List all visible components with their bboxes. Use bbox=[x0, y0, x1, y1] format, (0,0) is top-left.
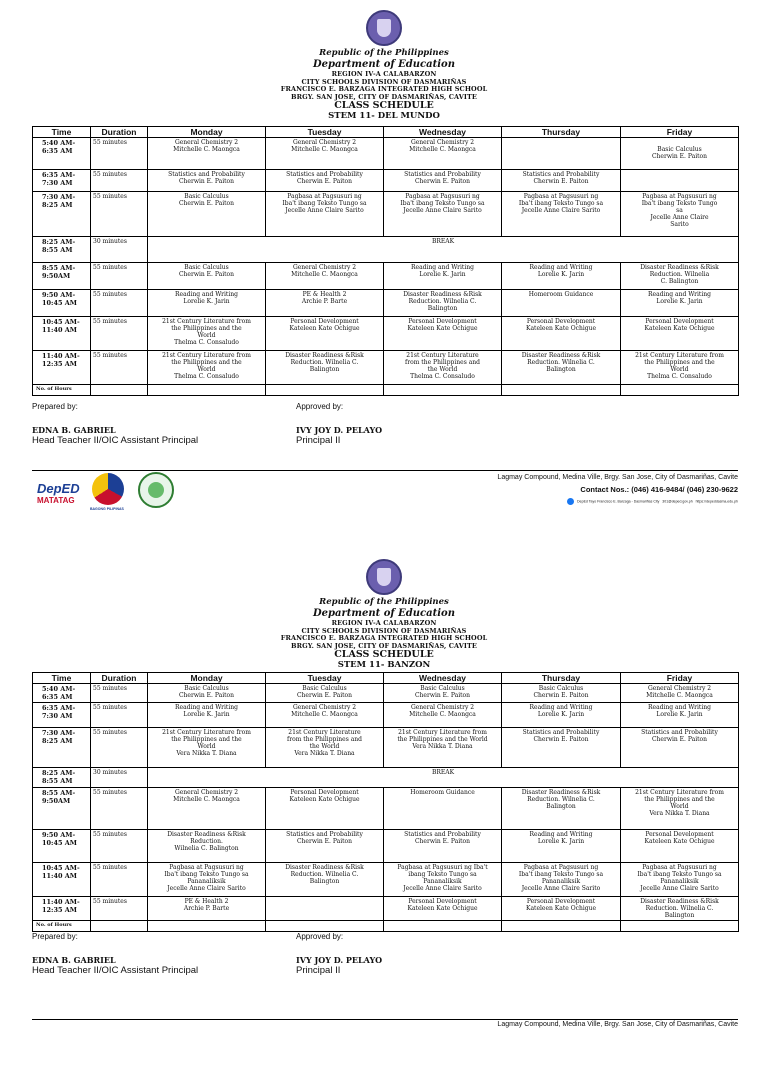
department-text: Department of Education bbox=[313, 608, 455, 619]
duration-cell: 55 minutes bbox=[91, 830, 148, 863]
approved-position: Principal II bbox=[296, 435, 341, 446]
schedule-row bbox=[33, 768, 739, 788]
hours-cell bbox=[621, 921, 739, 932]
subject-cell: General Chemistry 2 Mitchelle C. Maongca bbox=[266, 703, 384, 728]
column-header: Time bbox=[33, 673, 91, 684]
prepared-name: EDNA B. GABRIEL bbox=[32, 425, 116, 435]
time-cell: 6:35 AM- 7:30 AM bbox=[33, 170, 91, 192]
column-header: Time bbox=[33, 127, 91, 138]
duration-cell: 55 minutes bbox=[91, 170, 148, 192]
schedule-row bbox=[33, 703, 739, 728]
hours-cell bbox=[384, 385, 502, 396]
footer-address: Lagmay Compound, Medina Ville, Brgy. San Jose, City of Dasmariñas, Cavite bbox=[497, 474, 738, 481]
prepared-label: Prepared by: bbox=[32, 932, 78, 941]
column-header: Tuesday bbox=[266, 673, 384, 684]
prepared-position: Head Teacher II/OIC Assistant Principal bbox=[32, 965, 199, 976]
subject-cell: Pagbasa at Pagsusuri ng Iba't ibang Teksto Tungo sa Jecelle Anne Claire Sarito bbox=[266, 192, 384, 237]
subject-cell: General Chemistry 2 Mitchelle C. Maongca bbox=[384, 703, 502, 728]
duration-cell: 30 minutes bbox=[91, 237, 148, 263]
time-cell: 9:50 AM- 10:45 AM bbox=[33, 830, 91, 863]
duration-cell: 55 minutes bbox=[91, 290, 148, 317]
prepared-name: EDNA B. GABRIEL bbox=[32, 955, 116, 965]
subject-cell: PE & Health 2 Archie P. Barte bbox=[266, 290, 384, 317]
subject-cell: Basic Calculus Cherwin E. Paiton bbox=[502, 684, 621, 703]
subject-cell: Basic Calculus Cherwin E. Paiton bbox=[148, 263, 266, 290]
column-header: Duration bbox=[91, 673, 148, 684]
subject-cell: Basic Calculus Cherwin E. Paiton bbox=[148, 684, 266, 703]
footer-social-line bbox=[567, 498, 738, 505]
document-header bbox=[0, 596, 768, 670]
hours-cell bbox=[502, 385, 621, 396]
subject-cell: Homeroom Guidance bbox=[502, 290, 621, 317]
duration-cell: 55 minutes bbox=[91, 788, 148, 830]
subject-cell: Reading and Writing Lorelie K. Jarin bbox=[502, 703, 621, 728]
subject-cell: General Chemistry 2 Mitchelle C. Maongca bbox=[148, 138, 266, 170]
subject-cell: Reading and Writing Lorelie K. Jarin bbox=[148, 703, 266, 728]
subject-cell: 21st Century Literature from the Philippines and the World Vera Nikka T. Diana bbox=[621, 788, 739, 830]
hours-cell bbox=[266, 385, 384, 396]
schedule-row bbox=[33, 788, 739, 830]
prepared-block bbox=[32, 932, 198, 976]
deped-seal-icon bbox=[366, 559, 402, 595]
duration-cell: 55 minutes bbox=[91, 728, 148, 768]
column-header: Monday bbox=[148, 127, 266, 138]
duration-cell: 55 minutes bbox=[91, 192, 148, 237]
column-header: Monday bbox=[148, 673, 266, 684]
subject-cell: Disaster Readiness &Risk Reduction. Wilnelia C. Balington bbox=[384, 290, 502, 317]
republic-text: Republic of the Philippines bbox=[319, 48, 449, 58]
bagong-pilipinas-logo-icon bbox=[92, 473, 124, 505]
column-header: Friday bbox=[621, 673, 739, 684]
subject-cell: Statistics and Probability Cherwin E. Paiton bbox=[384, 170, 502, 192]
subject-cell: Pagbasa at Pagsusuri ng Iba't ibang Teksto Tungo sa Jecelle Anne Claire Sarito bbox=[502, 192, 621, 237]
subject-cell: Personal Development Kateleen Kate Ochigue bbox=[502, 317, 621, 351]
prepared-position: Head Teacher II/OIC Assistant Principal bbox=[32, 435, 199, 446]
deped-logo-icon: DepED MATATAG bbox=[37, 481, 80, 505]
subject-cell: Basic Calculus Cherwin E. Paiton bbox=[148, 192, 266, 237]
schedule-page-2 bbox=[0, 554, 768, 1028]
school-text: FRANCISCO E. BARZAGA INTEGRATED HIGH SCHOOL bbox=[280, 85, 488, 93]
approved-label: Approved by: bbox=[296, 932, 344, 941]
time-cell: 8:25 AM- 8:55 AM bbox=[33, 768, 91, 788]
subject-cell: Disaster Readiness &Risk Reduction. Wilnelia C. Balington bbox=[266, 351, 384, 385]
subject-cell: Disaster Readiness &Risk Reduction. Wilnelia C. Balington bbox=[502, 788, 621, 830]
deped-seal-icon bbox=[366, 10, 402, 46]
subject-cell: Personal Development Kateleen Kate Ochigue bbox=[384, 897, 502, 921]
time-cell: 10:45 AM- 11:40 AM bbox=[33, 317, 91, 351]
subject-cell: General Chemistry 2 Mitchelle C. Maongca bbox=[148, 788, 266, 830]
footer-address: Lagmay Compound, Medina Ville, Brgy. San Jose, City of Dasmariñas, Cavite bbox=[497, 1021, 738, 1028]
subject-cell: Statistics and Probability Cherwin E. Paiton bbox=[266, 830, 384, 863]
subject-cell: Basic Calculus Cherwin E. Paiton bbox=[621, 138, 739, 170]
hours-cell bbox=[148, 921, 266, 932]
schedule-table bbox=[32, 126, 739, 396]
schedule-row bbox=[33, 863, 739, 897]
subject-cell: General Chemistry 2 Mitchelle C. Maongca bbox=[384, 138, 502, 170]
column-header: Tuesday bbox=[266, 127, 384, 138]
subject-cell: Reading and Writing Lorelie K. Jarin bbox=[621, 290, 739, 317]
section-title: STEM 11- BANZON bbox=[337, 660, 431, 670]
hours-cell bbox=[384, 921, 502, 932]
schedule-row bbox=[33, 897, 739, 921]
time-cell: 7:30 AM- 8:25 AM bbox=[33, 192, 91, 237]
hours-cell bbox=[91, 385, 148, 396]
schedule-row bbox=[33, 192, 739, 237]
time-cell: 11:40 AM- 12:35 AM bbox=[33, 897, 91, 921]
subject-cell: 21st Century Literature from the Philippines and the World Thelma C. Consaludo bbox=[384, 351, 502, 385]
subject-cell: Pagbasa at Pagsusuri ng Iba't ibang Teksto Tungo sa Pananaliksik Jecelle Anne Claire Sarito bbox=[384, 863, 502, 897]
time-cell: 9:50 AM- 10:45 AM bbox=[33, 290, 91, 317]
page-footer bbox=[32, 470, 738, 518]
republic-text: Republic of the Philippines bbox=[319, 597, 449, 607]
school-logo-icon bbox=[138, 472, 174, 508]
footer-email[interactable]: 301@deped.gov.ph bbox=[662, 499, 693, 504]
subject-cell: Basic Calculus Cherwin E. Paiton bbox=[384, 684, 502, 703]
duration-cell: 55 minutes bbox=[91, 138, 148, 170]
schedule-row bbox=[33, 684, 739, 703]
subject-cell: Disaster Readiness &Risk Reduction. Wilnelia C. Balington bbox=[266, 863, 384, 897]
subject-cell: Personal Development Kateleen Kate Ochigue bbox=[621, 317, 739, 351]
subject-cell: Reading and Writing Lorelie K. Jarin bbox=[502, 263, 621, 290]
subject-cell: Disaster Readiness &Risk Reduction. Wilnelia C. Balington bbox=[502, 351, 621, 385]
column-header: Wednesday bbox=[384, 127, 502, 138]
subject-cell: Homeroom Guidance bbox=[384, 788, 502, 830]
subject-cell: Pagbasa at Pagsusuri ng Iba't ibang Teksto Tungo sa Pananaliksik Jecelle Anne Claire Sarito bbox=[621, 863, 739, 897]
schedule-row bbox=[33, 830, 739, 863]
subject-cell: Pagbasa at Pagsusuri ng Iba't ibang Teksto Tungo sa Jecelle Anne Claire Sarito bbox=[621, 192, 739, 237]
subject-cell: 21st Century Literature from the Philippines and the World Vera Nikka T. Diana bbox=[148, 728, 266, 768]
subject-cell bbox=[502, 138, 621, 170]
approved-label: Approved by: bbox=[296, 402, 344, 411]
schedule-row bbox=[33, 351, 739, 385]
duration-cell: 55 minutes bbox=[91, 863, 148, 897]
time-cell: 8:55 AM- 9:50AM bbox=[33, 263, 91, 290]
schedule-row bbox=[33, 170, 739, 192]
break-cell: BREAK bbox=[148, 768, 739, 788]
subject-cell: Statistics and Probability Cherwin E. Paiton bbox=[621, 728, 739, 768]
column-header: Wednesday bbox=[384, 673, 502, 684]
approved-block bbox=[296, 932, 382, 976]
approved-name: IVY JOY D. PELAYO bbox=[296, 955, 383, 965]
column-header: Thursday bbox=[502, 673, 621, 684]
schedule-row bbox=[33, 263, 739, 290]
column-header: Thursday bbox=[502, 127, 621, 138]
subject-cell: 21st Century Literature from the Philippines and the World Thelma C. Consaludo bbox=[148, 351, 266, 385]
subject-cell: Disaster Readiness &Risk Reduction. Wilnelia C. Balington bbox=[621, 263, 739, 290]
subject-cell: 21st Century Literature from the Philippines and the World Vera Nikka T. Diana bbox=[266, 728, 384, 768]
schedule-row bbox=[33, 317, 739, 351]
footer-social[interactable]: DepEd Tayo Francisco E. Barzaga - Dasmariñas City bbox=[577, 499, 660, 504]
schedule-page-1 bbox=[0, 0, 768, 530]
time-cell: 5:40 AM- 6:35 AM bbox=[33, 138, 91, 170]
hours-cell bbox=[91, 921, 148, 932]
subject-cell: Personal Development Kateleen Kate Ochigue bbox=[621, 830, 739, 863]
schedule-row bbox=[33, 290, 739, 317]
time-cell: 5:40 AM- 6:35 AM bbox=[33, 684, 91, 703]
subject-cell: Statistics and Probability Cherwin E. Paiton bbox=[148, 170, 266, 192]
subject-cell: Statistics and Probability Cherwin E. Paiton bbox=[384, 830, 502, 863]
subject-cell: General Chemistry 2 Mitchelle C. Maongca bbox=[266, 263, 384, 290]
approved-position: Principal II bbox=[296, 965, 341, 976]
section-title: STEM 11- DEL MUNDO bbox=[328, 111, 440, 121]
duration-cell: 55 minutes bbox=[91, 263, 148, 290]
subject-cell: Disaster Readiness &Risk Reduction. Wilnelia C. Balington bbox=[621, 897, 739, 921]
subject-cell: Personal Development Kateleen Kate Ochigue bbox=[502, 897, 621, 921]
hours-cell bbox=[148, 385, 266, 396]
subject-cell: General Chemistry 2 Mitchelle C. Maongca bbox=[266, 138, 384, 170]
hours-cell bbox=[266, 921, 384, 932]
approved-name: IVY JOY D. PELAYO bbox=[296, 425, 383, 435]
prepared-block bbox=[32, 402, 198, 446]
hours-cell bbox=[621, 385, 739, 396]
school-address-text: BRGY. SAN JOSE, CITY OF DASMARIÑAS, CAVITE bbox=[291, 92, 477, 101]
subject-cell: Basic Calculus Cherwin E. Paiton bbox=[266, 684, 384, 703]
subject-cell: Personal Development Kateleen Kate Ochigue bbox=[266, 317, 384, 351]
school-text: FRANCISCO E. BARZAGA INTEGRATED HIGH SCHOOL bbox=[280, 634, 488, 642]
schedule-row bbox=[33, 237, 739, 263]
column-header: Friday bbox=[621, 127, 739, 138]
schedule-row bbox=[33, 138, 739, 170]
subject-cell: Reading and Writing Lorelie K. Jarin bbox=[621, 703, 739, 728]
facebook-icon bbox=[567, 498, 574, 505]
region-text: REGION IV-A CALABARZON bbox=[331, 70, 437, 78]
subject-cell: Personal Development Kateleen Kate Ochigue bbox=[266, 788, 384, 830]
duration-cell: 55 minutes bbox=[91, 317, 148, 351]
schedule-row bbox=[33, 728, 739, 768]
division-text: CITY SCHOOLS DIVISION OF DASMARIÑAS bbox=[301, 626, 467, 635]
region-text: REGION IV-A CALABARZON bbox=[331, 619, 437, 627]
approved-block bbox=[296, 402, 382, 446]
document-header bbox=[0, 47, 768, 121]
schedule-title: CLASS SCHEDULE bbox=[334, 649, 434, 660]
subject-cell: Statistics and Probability Cherwin E. Paiton bbox=[502, 170, 621, 192]
subject-cell: PE & Health 2 Archie P. Barte bbox=[148, 897, 266, 921]
division-text: CITY SCHOOLS DIVISION OF DASMARIÑAS bbox=[301, 77, 467, 86]
duration-cell: 55 minutes bbox=[91, 703, 148, 728]
footer-web[interactable]: https://depeddasma.edu.ph bbox=[695, 499, 738, 504]
hours-label-cell: No. of Hours bbox=[33, 921, 91, 932]
subject-cell: 21st Century Literature from the Philippines and the World Thelma C. Consaludo bbox=[148, 317, 266, 351]
subject-cell: Pagbasa at Pagsusuri ng Iba't ibang Teksto Tungo sa Pananaliksik Jecelle Anne Claire Sarito bbox=[148, 863, 266, 897]
prepared-label: Prepared by: bbox=[32, 402, 78, 411]
department-text: Department of Education bbox=[313, 59, 455, 70]
subject-cell bbox=[621, 170, 739, 192]
subject-cell: Statistics and Probability Cherwin E. Paiton bbox=[266, 170, 384, 192]
time-cell: 6:35 AM- 7:30 AM bbox=[33, 703, 91, 728]
subject-cell: 21st Century Literature from the Philippines and the World Thelma C. Consaludo bbox=[621, 351, 739, 385]
subject-cell: Reading and Writing Lorelie K. Jarin bbox=[502, 830, 621, 863]
time-cell: 7:30 AM- 8:25 AM bbox=[33, 728, 91, 768]
subject-cell: Reading and Writing Lorelie K. Jarin bbox=[148, 290, 266, 317]
duration-cell: 55 minutes bbox=[91, 684, 148, 703]
column-header: Duration bbox=[91, 127, 148, 138]
footer-contact: Contact Nos.: (046) 416-9484/ (046) 230-9622 bbox=[580, 485, 738, 494]
subject-cell: Pagbasa at Pagsusuri ng Iba't ibang Teksto Tungo sa Jecelle Anne Claire Sarito bbox=[384, 192, 502, 237]
break-cell: BREAK bbox=[148, 237, 739, 263]
hours-label-cell: No. of Hours bbox=[33, 385, 91, 396]
school-address-text: BRGY. SAN JOSE, CITY OF DASMARIÑAS, CAVITE bbox=[291, 641, 477, 650]
subject-cell: Personal Development Kateleen Kate Ochigue bbox=[384, 317, 502, 351]
time-cell: 11:40 AM- 12:35 AM bbox=[33, 351, 91, 385]
subject-cell: 21st Century Literature from the Philippines and the World Vera Nikka T. Diana bbox=[384, 728, 502, 768]
subject-cell bbox=[266, 897, 384, 921]
subject-cell: Pagbasa at Pagsusuri ng Iba't ibang Teksto Tungo sa Pananaliksik Jecelle Anne Claire Sarito bbox=[502, 863, 621, 897]
hours-cell bbox=[502, 921, 621, 932]
duration-cell: 55 minutes bbox=[91, 897, 148, 921]
duration-cell: 55 minutes bbox=[91, 351, 148, 385]
page-footer bbox=[32, 1019, 738, 1067]
schedule-title: CLASS SCHEDULE bbox=[334, 100, 434, 111]
bagong-pilipinas-text: BAGONG PILIPINAS bbox=[90, 507, 124, 511]
subject-cell: Reading and Writing Lorelie K. Jarin bbox=[384, 263, 502, 290]
time-cell: 8:25 AM- 8:55 AM bbox=[33, 237, 91, 263]
time-cell: 10:45 AM- 11:40 AM bbox=[33, 863, 91, 897]
time-cell: 8:55 AM- 9:50AM bbox=[33, 788, 91, 830]
duration-cell: 30 minutes bbox=[91, 768, 148, 788]
subject-cell: Statistics and Probability Cherwin E. Paiton bbox=[502, 728, 621, 768]
subject-cell: Disaster Readiness &Risk Reduction. Wilnelia C. Balington bbox=[148, 830, 266, 863]
schedule-table bbox=[32, 672, 739, 932]
subject-cell: General Chemistry 2 Mitchelle C. Maongca bbox=[621, 684, 739, 703]
